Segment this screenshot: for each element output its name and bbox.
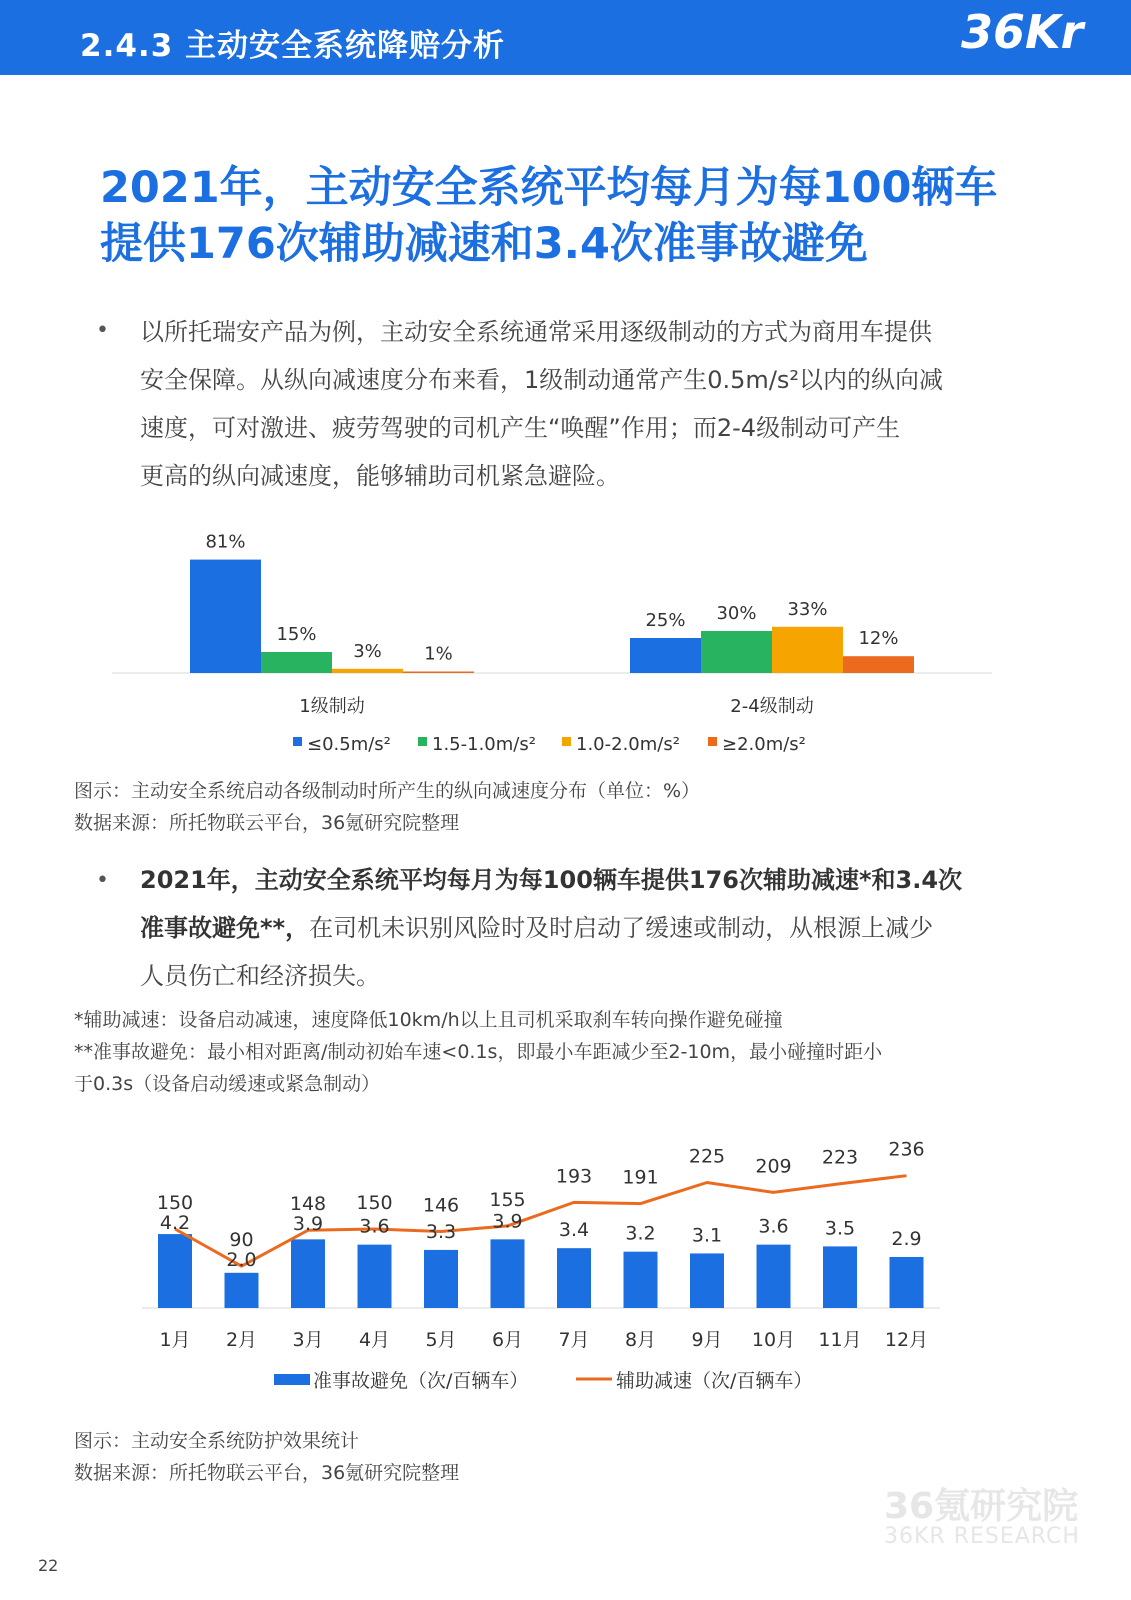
figure-2-caption [74,1425,459,1489]
bar-value-label: 3.5 [824,1217,856,1240]
bar [843,656,914,673]
bar-value-label: 33% [787,598,828,620]
line-value-label: 209 [755,1155,792,1178]
category-label: 8月 [624,1329,657,1351]
line-value-label: 148 [289,1193,327,1216]
paragraph-line: 人员伤亡和经济损失。 [140,962,380,990]
bold-text: 2021年，主动安全系统平均每月为每100辆车提供176次辅助减速*和3.4次 [140,866,963,894]
page-number: 22 [38,1556,59,1575]
bold-text: 准事故避免**， [140,914,310,942]
figure-caption: 图示：主动安全系统启动各级制动时所产生的纵向减速度分布（单位：%） [74,780,701,802]
bar [772,627,843,673]
line-value-label: 90 [229,1229,254,1252]
bar-value-label: 4.2 [159,1212,191,1234]
logo-text: 36Kr [961,5,1084,59]
category-label: 5月 [425,1329,457,1351]
page-headline [100,160,1060,272]
bar [225,1273,259,1308]
line-value-label: 150 [356,1192,393,1214]
bar [701,631,772,673]
bar [624,1252,658,1308]
bar [332,669,403,673]
bar [403,672,474,674]
line-value-label: 191 [622,1166,659,1189]
bar-value-label: 12% [858,628,899,650]
legend-swatch [418,737,427,746]
legend-label: 准事故避免（次/百辆车） [313,1370,529,1392]
figure-source: 数据来源：所托物联云平台，36氪研究院整理 [74,1462,460,1484]
bar-value-label: 3.1 [691,1224,723,1247]
bar-value-label: 3.3 [425,1220,457,1243]
line-value-label: 155 [489,1188,526,1211]
category-label: 4月 [358,1329,391,1351]
bar [557,1248,591,1308]
bar-value-label: 1% [424,643,453,665]
note-line: **准事故避免：最小相对距离/制动初始车速<0.1s，即最小车距减少至2-10m，最小碰撞时距小 [74,1041,883,1063]
category-label: 3月 [292,1329,324,1351]
bar-value-label: 3.6 [758,1215,789,1238]
category-label: 1月 [159,1329,191,1351]
bar [630,638,701,673]
deceleration-distribution-chart [0,510,1131,770]
category-label: 9月 [691,1329,723,1351]
line-value-label: 146 [422,1194,460,1217]
bar-value-label: 3% [353,640,382,662]
legend-label: 1.0-2.0m/s² [576,734,680,755]
figure-source: 数据来源：所托物联云平台，36氪研究院整理 [74,812,460,834]
bar-value-label: 25% [645,610,686,631]
line-value-label: 225 [688,1145,726,1168]
bar-value-label: 3.9 [292,1213,324,1236]
bar [890,1257,924,1308]
bullet-dot: • [96,318,109,343]
line-value-label: 193 [555,1165,593,1188]
figure-1-caption [74,775,700,839]
category-label: 12月 [884,1329,929,1351]
legend-swatch [274,1374,310,1385]
paragraph-text: 在司机未识别风险时及时启动了缓速或制动，从根源上减少 [309,914,934,942]
headline-line-2: 提供176次辅助减速和3.4次准事故避免 [100,219,868,269]
bar-value-label: 2.9 [891,1227,922,1250]
protection-effect-chart [0,1125,1131,1410]
bar [491,1239,525,1308]
paragraph-line [140,856,1040,904]
headline-line-1: 2021年，主动安全系统平均每月为每100辆车 [100,163,998,213]
category-label: 10月 [751,1329,796,1351]
bar [757,1245,791,1308]
section-header [0,0,1131,75]
bar-value-label: 15% [276,624,317,645]
legend-label: ≤0.5m/s² [307,734,391,755]
bar [261,652,332,673]
definition-notes [74,1004,882,1100]
paragraph-line: 安全保障。从纵向减速度分布来看，1级制动通常产生0.5m/s²以内的纵向减 [140,366,944,394]
legend-swatch [293,737,302,746]
bar-value-label: 30% [716,603,757,624]
bar [291,1239,325,1308]
line-series [175,1176,907,1267]
note-line: *辅助减速：设备启动减速，速度降低10km/h以上且司机采取刹车转向操作避免碰撞 [74,1009,783,1031]
legend-swatch [708,737,717,746]
bullet-paragraph-1 [140,308,1040,500]
category-label: 7月 [558,1329,590,1351]
figure-caption: 图示：主动安全系统防护效果统计 [74,1430,360,1452]
legend-swatch [562,737,571,746]
line-value-label: 150 [156,1192,194,1214]
bar-value-label: 3.4 [558,1219,590,1242]
category-label: 1级制动 [299,696,365,717]
category-label: 11月 [818,1329,862,1351]
category-label: 2月 [225,1329,258,1351]
bar [358,1245,392,1308]
bar [424,1250,458,1308]
36kr-logo [961,0,1111,75]
watermark-logo-en: 36KR RESEARCH [884,1524,1080,1549]
legend-label: ≥2.0m/s² [722,734,806,755]
bar-value-label: 3.6 [359,1215,390,1238]
line-value-label: 223 [821,1146,859,1169]
bar-value-label: 3.2 [625,1222,656,1245]
section-title: 2.4.3 主动安全系统降赔分析 [80,28,506,64]
bar [158,1234,192,1308]
bar [690,1253,724,1308]
note-line: 于0.3s（设备启动缓速或紧急制动） [74,1073,381,1095]
bullet-paragraph-2 [140,856,1040,1000]
watermark-logo: 36氪研究院 [884,1486,1079,1527]
bar-value-label: 3.9 [492,1210,523,1233]
line-value-label: 236 [888,1138,925,1161]
paragraph-line: 更高的纵向减速度，能够辅助司机紧急避险。 [140,462,620,490]
category-label: 6月 [491,1329,524,1351]
bar [190,560,261,673]
legend-label: 1.5-1.0m/s² [432,734,536,755]
paragraph-line [140,904,1040,952]
legend-label: 辅助减速（次/百辆车） [616,1370,813,1392]
paragraph-line: 速度，可对激进、疲劳驾驶的司机产生“唤醒”作用；而2-4级制动可产生 [140,414,901,442]
bar-value-label: 81% [205,531,246,553]
bar-value-label: 2.0 [226,1249,257,1272]
bar [823,1246,857,1308]
bullet-dot: • [96,868,109,893]
paragraph-line: 以所托瑞安产品为例，主动安全系统通常采用逐级制动的方式为商用车提供 [140,318,932,346]
category-label: 2-4级制动 [730,696,814,717]
